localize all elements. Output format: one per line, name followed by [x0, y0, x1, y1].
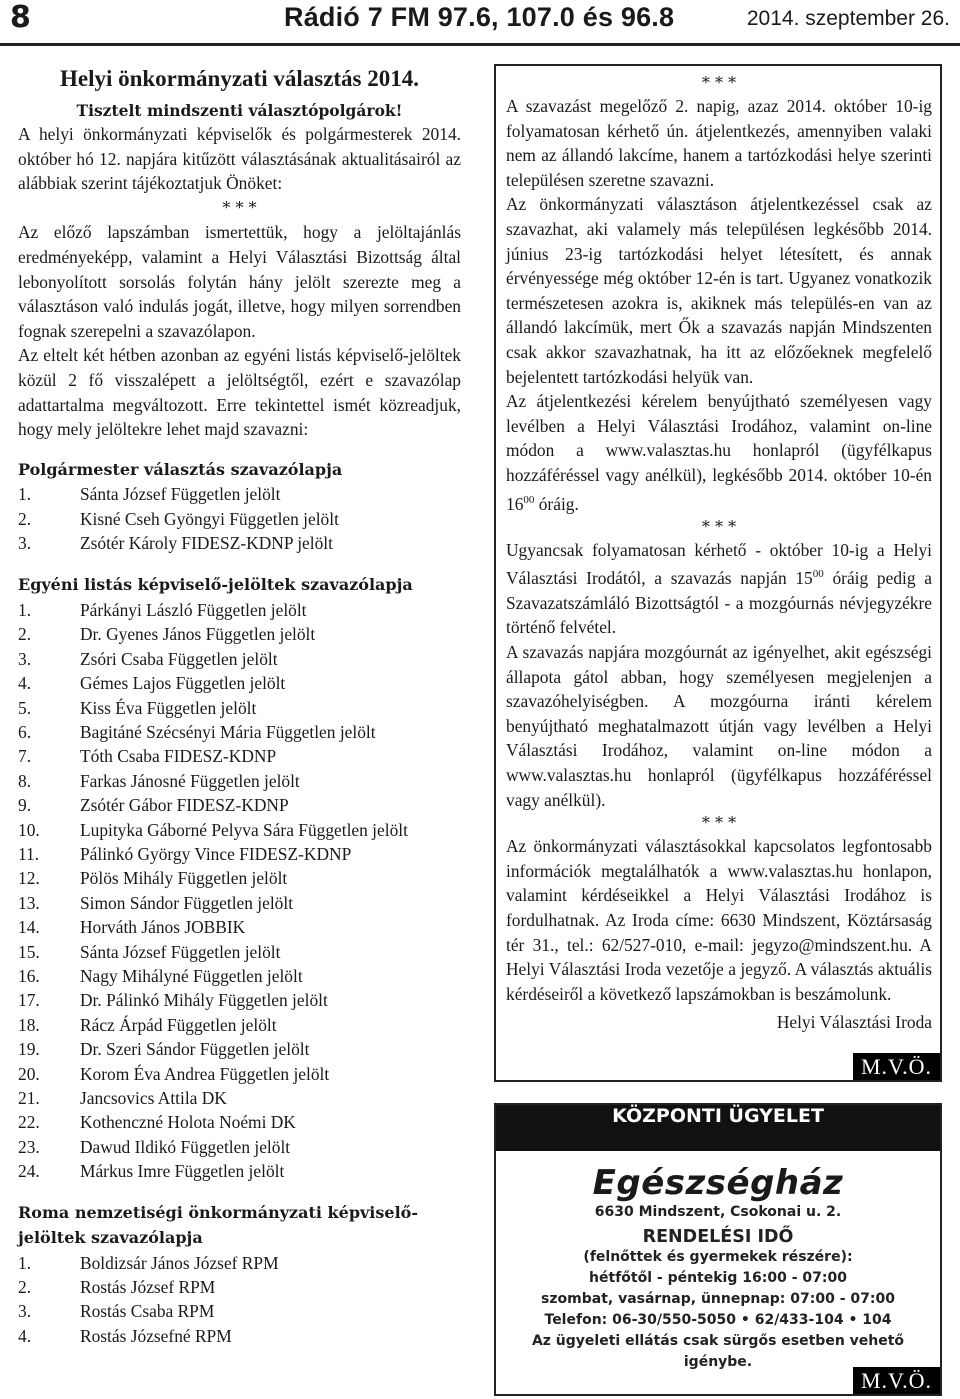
- candidate-item: [18, 1324, 461, 1348]
- candidate-item: [18, 671, 461, 695]
- candidate-item: [18, 507, 461, 531]
- candidate-name: Pölös Mihály Független jelölt: [80, 868, 288, 889]
- hours-audience: (felnőttek és gyermekek részére):: [583, 1249, 853, 1265]
- health-address: 6630 Mindszent, Csokonai u. 2.: [594, 1204, 842, 1220]
- candidate-item: [18, 842, 461, 866]
- info-paragraph: [506, 389, 932, 516]
- article-greeting: Tisztelt mindszenti választópolgárok!: [76, 101, 403, 120]
- time-superscript: 00: [812, 568, 824, 581]
- candidate-number: 20.: [18, 1063, 40, 1084]
- roma-candidate-list: [18, 1251, 461, 1349]
- candidate-item: [18, 940, 461, 964]
- candidate-item: [18, 891, 461, 915]
- candidate-name: Bagitáné Szécsényi Mária Független jelölt: [80, 722, 376, 743]
- candidate-item: [18, 1251, 461, 1275]
- candidate-item: [18, 915, 461, 939]
- candidate-number: 18.: [18, 1014, 40, 1035]
- header-station: Rádió 7 FM 97.6, 107.0 és 96.8: [284, 2, 675, 32]
- page-number: 8: [10, 0, 31, 35]
- candidate-item: [18, 744, 461, 768]
- candidate-name: Rostás József RPM: [80, 1277, 216, 1298]
- candidate-name: Márkus Imre Független jelölt: [80, 1161, 285, 1182]
- candidate-number: 2.: [18, 624, 32, 645]
- candidate-name: Boldizsár János József RPM: [80, 1252, 279, 1273]
- candidate-item: [18, 1159, 461, 1183]
- candidate-name: Dawud Ildikó Független jelölt: [80, 1136, 291, 1157]
- candidate-name: Dr. Szeri Sándor Független jelölt: [80, 1039, 310, 1060]
- candidate-number: 14.: [18, 917, 40, 938]
- candidate-name: Zsóri Csaba Független jelölt: [80, 648, 278, 669]
- info-paragraph: A szavazást megelőző 2. napig, azaz 2014. október 10-ig folyamatosan kérhető ún. átjelentkezés, amennyiben valaki nem az állandó lakcíme, hanem a tartózkodási helye szerinti településen szeretne szavazni.: [506, 96, 932, 190]
- candidate-number: 21.: [18, 1087, 40, 1108]
- candidate-name: Rostás Csaba RPM: [80, 1301, 215, 1322]
- candidate-number: 5.: [18, 697, 32, 718]
- candidate-name: Sánta József Független jelölt: [80, 941, 281, 962]
- candidate-name: Pálinkó György Vince FIDESZ-KDNP: [80, 843, 352, 864]
- list-ballot-heading: Egyéni listás képviselő-jelöltek szavazólapja: [18, 575, 413, 595]
- candidate-name: Dr. Gyenes János Független jelölt: [80, 624, 316, 645]
- candidate-number: 1.: [18, 600, 32, 621]
- candidate-name: Farkas Jánosné Független jelölt: [80, 770, 300, 791]
- health-center-box: [494, 1103, 942, 1396]
- candidate-number: 16.: [18, 965, 40, 986]
- candidate-name: Zsótér Gábor FIDESZ-KDNP: [80, 795, 289, 816]
- candidate-name: Kisné Cseh Gyöngyi Független jelölt: [80, 508, 339, 529]
- candidate-number: 2.: [18, 508, 32, 529]
- info-text: Ugyancsak folyamatosan kérhető - október 10-ig a Helyi Választási Irodától, a szavazás napján 15: [506, 539, 932, 589]
- candidate-number: 3.: [18, 648, 32, 669]
- header-rule: [0, 43, 960, 46]
- candidate-item: [18, 1037, 461, 1061]
- candidate-name: Kiss Éva Független jelölt: [80, 697, 257, 718]
- candidate-name: Párkányi László Független jelölt: [80, 600, 307, 621]
- candidate-name: Sánta József Független jelölt: [80, 484, 281, 505]
- candidate-number: 15.: [18, 941, 40, 962]
- candidate-item: [18, 964, 461, 988]
- article-paragraph: Az előző lapszámban ismertettük, hogy a jelöltajánlás eredményeképp, valamint a Helyi Választási Bizottság által lebonyolított sorsolás folytán hány jelölt szerezte meg a választáson való indulás jogát, illetve, hogy milyen sorrendben fognak szerepelni a szavazólapon.: [18, 222, 461, 341]
- weekend-hours: szombat, vasárnap, ünnepnap: 07:00 - 07:00: [541, 1291, 895, 1307]
- info-text: óráig.: [534, 493, 579, 514]
- candidate-item: [18, 720, 461, 744]
- header-date: 2014. szeptember 26.: [746, 7, 950, 30]
- mayor-candidate-list: [18, 482, 461, 555]
- info-text: óráig pedig a Szavazatszámláló Bizottságtól - a mozgóurnás névjegyzékre történő felvétel.: [506, 568, 932, 638]
- candidate-number: 10.: [18, 819, 40, 840]
- candidate-number: 4.: [18, 673, 32, 694]
- article-intro: A helyi önkormányzati képviselők és polgármesterek 2014. október hó 12. napjára kitűzött választásának aktualitásairól az alábbiak szerint tájékoztatjuk Önöket:: [18, 124, 461, 194]
- candidate-number: 19.: [18, 1039, 40, 1060]
- candidate-item: [18, 793, 461, 817]
- election-article: [18, 66, 461, 1348]
- section-divider: * * *: [222, 197, 257, 217]
- representative-candidate-list: [18, 598, 461, 1183]
- candidate-item: [18, 769, 461, 793]
- section-divider: * * *: [701, 73, 737, 92]
- page-header: [0, 0, 960, 42]
- candidate-item: [18, 647, 461, 671]
- candidate-name: Rácz Árpád Független jelölt: [80, 1014, 277, 1035]
- health-center-name: Egészségház: [592, 1163, 844, 1203]
- duty-band: KÖZPONTI ÜGYELET: [496, 1105, 940, 1151]
- candidate-name: Rostás Józsefné RPM: [80, 1325, 232, 1346]
- candidate-number: 6.: [18, 722, 32, 743]
- candidate-number: 17.: [18, 990, 40, 1011]
- candidate-number: 7.: [18, 746, 32, 767]
- info-paragraph: Az önkormányzati választásokkal kapcsolatos legfontosabb információk megtalálhatók a www.valasztas.hu honlapon, valamint kérdéseikkel a Helyi Választási Irodához is fordulhatnak. Az Iroda címe: 6630 Mindszent, Köztársaság tér 31., tel.: 62/527-010, e-mail: jegyzo@mindszent.hu. A Helyi Választási Iroda vezetője a jegyző. A választás aktuális kérdéseiről a következő lapszámokban is beszámolunk.: [506, 836, 932, 1004]
- candidate-name: Lupityka Gáborné Pelyva Sára Független jelölt: [80, 819, 408, 840]
- section-divider: * * *: [701, 813, 737, 833]
- urgent-note: Az ügyeleti ellátás csak sürgős esetben vehető igénybe.: [531, 1333, 905, 1370]
- candidate-number: 3.: [18, 533, 32, 554]
- info-paragraph: A szavazás napjára mozgóurnát az igényelhet, akit egészségi állapota gátol abban, hogy személyesen megjelenjen a szavazóhelyiségben. A mozgóurna iránti kérelem benyújtható meghatalmazott útján vagy levélben a Helyi Választási Irodához, valamint on-line módon a www.valasztas.hu honlapról (ügyfélkapus hozzáféréssel vagy anélkül).: [506, 642, 932, 810]
- candidate-item: [18, 696, 461, 720]
- candidate-number: 1.: [18, 484, 32, 505]
- candidate-item: [18, 1135, 461, 1159]
- mayor-ballot-heading: Polgármester választás szavazólapja: [18, 459, 343, 479]
- article-paragraph: Az eltelt két hétben azonban az egyéni listás képviselő-jelöltek közül 2 fő visszalépett a jelöltségtől, ezért e szavazólap adattartalma megváltozott. Erre tekintettel ismét közreadjuk, hogy mely jelöltekre lehet majd szavazni:: [18, 345, 461, 440]
- candidate-item: [18, 988, 461, 1012]
- candidate-number: 9.: [18, 795, 32, 816]
- info-paragraph: [506, 538, 932, 640]
- mvo-mark: M.V.Ö.: [853, 1053, 940, 1080]
- candidate-name: Kothenczné Holota Noémi DK: [80, 1112, 296, 1133]
- candidate-number: 24.: [18, 1161, 40, 1182]
- candidate-name: Dr. Pálinkó Mihály Független jelölt: [80, 990, 328, 1011]
- candidate-item: [18, 482, 461, 506]
- candidate-item: [18, 622, 461, 646]
- candidate-item: [18, 1110, 461, 1134]
- candidate-item: [18, 531, 461, 555]
- candidate-number: 12.: [18, 868, 40, 889]
- mvo-mark: M.V.Ö.: [853, 1367, 940, 1394]
- hours-title: RENDELÉSI IDŐ: [642, 1227, 794, 1247]
- candidate-name: Tóth Csaba FIDESZ-KDNP: [80, 746, 277, 767]
- section-divider: * * *: [701, 516, 737, 536]
- election-info-box: [494, 64, 942, 1082]
- candidate-number: 4.: [18, 1325, 32, 1346]
- candidate-item: [18, 1013, 461, 1037]
- signature: Helyi Választási Iroda: [776, 1012, 932, 1033]
- time-superscript: 00: [523, 493, 535, 506]
- candidate-item: [18, 1275, 461, 1299]
- weekday-hours: hétfőtől - péntekig 16:00 - 07:00: [589, 1270, 847, 1286]
- phone-numbers: Telefon: 06-30/550-5050 • 62/433-104 • 104: [544, 1312, 892, 1328]
- candidate-name: Jancsovics Attila DK: [80, 1087, 227, 1108]
- candidate-item: [18, 818, 461, 842]
- info-text: Az átjelentkezési kérelem benyújtható személyesen vagy levélben a Helyi Választási Irodához, valamint on-line módon a www.valasztas.hu honlapról (ügyfélkapus hozzáféréssel vagy anélkül), legkésőbb 2014. október 10-én 16: [506, 391, 932, 514]
- candidate-name: Gémes Lajos Független jelölt: [80, 673, 286, 694]
- candidate-name: Korom Éva Andrea Független jelölt: [80, 1063, 330, 1084]
- candidate-number: 1.: [18, 1252, 32, 1273]
- candidate-number: 23.: [18, 1136, 40, 1157]
- candidate-number: 11.: [18, 843, 40, 864]
- candidate-name: Horváth János JOBBIK: [80, 917, 246, 938]
- candidate-item: [18, 1062, 461, 1086]
- candidate-number: 3.: [18, 1301, 32, 1322]
- candidate-item: [18, 598, 461, 622]
- candidate-name: Simon Sándor Független jelölt: [80, 892, 294, 913]
- candidate-number: 8.: [18, 770, 32, 791]
- candidate-number: 2.: [18, 1277, 32, 1298]
- candidate-item: [18, 866, 461, 890]
- candidate-number: 13.: [18, 892, 40, 913]
- candidate-item: [18, 1299, 461, 1323]
- candidate-number: 22.: [18, 1112, 40, 1133]
- article-title: Helyi önkormányzati választás 2014.: [59, 66, 420, 91]
- info-paragraph: Az önkormányzati választáson átjelentkezéssel csak az szavazhat, aki valamely más településen legkésőbb 2014. június 23-ig tartózkodási helyet létesített, és annak érvényessége még október 12-én is tart. Ugyanez vonatkozik természetesen azokra is, akiknek más település-en van az állandó lakcímük, mert Ők a szavazás napján Mindszenten csak akkor szavazhatnak, ha itt az előzőeknek megfelelő bejelentett tartózkodási helyük van.: [506, 194, 932, 387]
- candidate-name: Nagy Mihályné Független jelölt: [80, 965, 303, 986]
- roma-ballot-heading: Roma nemzetiségi önkormányzati képviselő-jelöltek szavazólapja: [18, 1203, 418, 1248]
- candidate-item: [18, 1086, 461, 1110]
- candidate-name: Zsótér Károly FIDESZ-KDNP jelölt: [80, 533, 333, 554]
